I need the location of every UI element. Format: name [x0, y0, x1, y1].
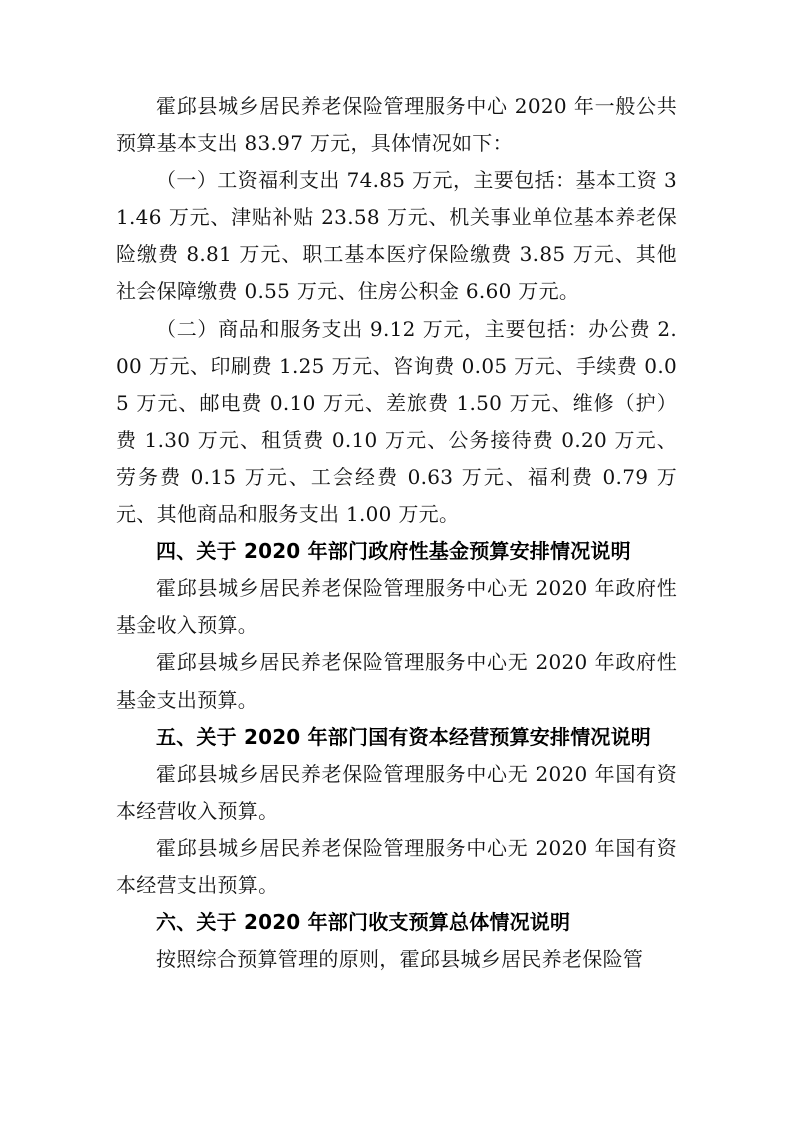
paragraph-gov-fund-expenditure: 霍邱县城乡居民养老保险管理服务中心无 2020 年政府性基金支出预算。	[116, 650, 677, 712]
heading-state-capital-budget: 五、关于 2020 年部门国有资本经营预算安排情况说明	[156, 724, 651, 749]
heading-government-fund-budget: 四、关于 2020 年部门政府性基金预算安排情况说明	[156, 539, 631, 564]
paragraph-state-capital-income: 霍邱县城乡居民养老保险管理服务中心无 2020 年国有资本经营收入预算。	[116, 761, 677, 823]
heading-overall-budget: 六、关于 2020 年部门收支预算总体情况说明	[156, 910, 571, 935]
paragraph-basic-expenditure-intro: 霍邱县城乡居民养老保险管理服务中心 2020 年一般公共预算基本支出 83.97 万元，具体情况如下：	[116, 94, 677, 156]
paragraph-goods-services: （二）商品和服务支出 9.12 万元，主要包括：办公费 2.00 万元、印刷费 1.25 万元、咨询费 0.05 万元、手续费 0.05 万元、邮电费 0.10 万元、差旅费 1.50 万元、维修（护）费 1.30 万元、租赁费 0.10 万元、公务接待费 0.20 万元、劳务费 0.15 万元、工会经费 0.63 万元、福利费 0.79 万元、其他商品和服务支出 1.00 万元。	[116, 316, 677, 527]
paragraph-wages-welfare: （一）工资福利支出 74.85 万元，主要包括：基本工资 31.46 万元、津贴补贴 23.58 万元、机关事业单位基本养老保险缴费 8.81 万元、职工基本医疗保险缴费 3.85 万元、其他社会保障缴费 0.55 万元、住房公积金 6.60 万元。	[116, 168, 677, 304]
paragraph-gov-fund-income: 霍邱县城乡居民养老保险管理服务中心无 2020 年政府性基金收入预算。	[116, 576, 677, 638]
paragraph-overall-budget-intro: 按照综合预算管理的原则，霍邱县城乡居民养老保险管	[156, 947, 644, 972]
paragraph-state-capital-expenditure: 霍邱县城乡居民养老保险管理服务中心无 2020 年国有资本经营支出预算。	[116, 835, 677, 897]
document-page	[116, 88, 677, 978]
